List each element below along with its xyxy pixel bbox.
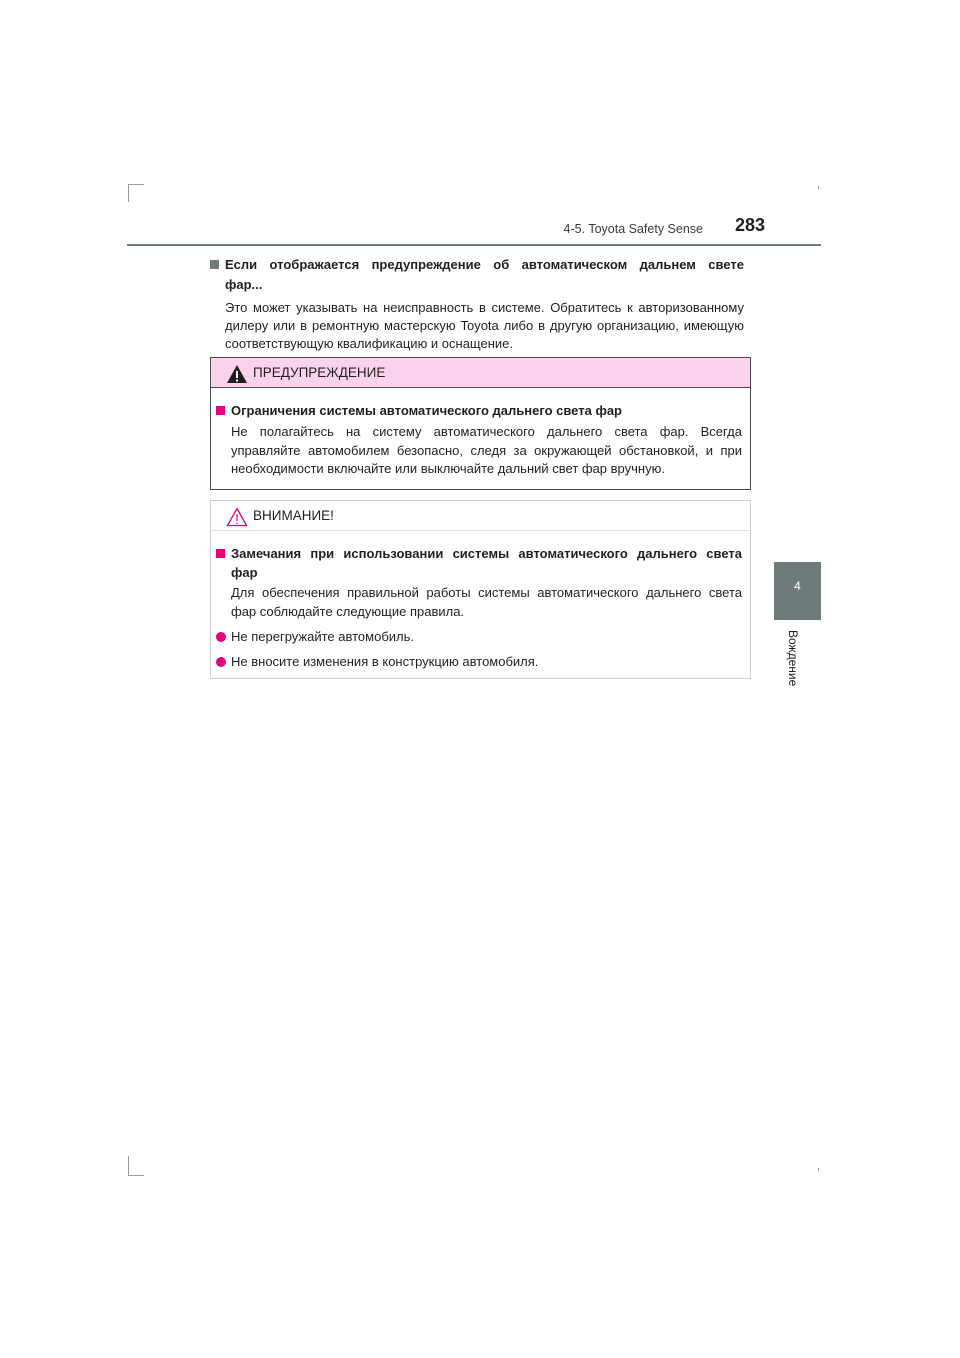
crop-mark [128, 1156, 129, 1176]
caution-box [210, 500, 751, 679]
chapter-tab[interactable] [774, 562, 821, 620]
chapter-number: 4 [794, 579, 801, 593]
warning-box [210, 357, 751, 490]
caution-triangle-icon [226, 507, 248, 527]
warning-box-header [211, 358, 750, 388]
square-bullet-icon [216, 549, 225, 558]
section-heading: Если отображается предупреждение об автоматическом дальнем свете [210, 255, 744, 275]
section-heading-cont: фар... [225, 277, 263, 292]
running-header-section: 4-5. Toyota Safety Sense [563, 222, 703, 236]
warning-triangle-icon [226, 364, 248, 384]
caution-box-body [211, 531, 750, 671]
crop-mark [818, 186, 819, 189]
caution-bullet: Не вносите изменения в конструкцию автомобиля. [216, 653, 742, 671]
caution-box-title: ВНИМАНИЕ! [253, 508, 334, 523]
chapter-label: Вождение [786, 630, 800, 687]
notice-section [210, 255, 744, 353]
crop-mark [818, 1168, 819, 1171]
warning-heading: Ограничения системы автоматического дальнего света фар [216, 401, 742, 421]
crop-mark [128, 184, 129, 202]
square-bullet-icon [210, 260, 219, 269]
square-bullet-icon [216, 406, 225, 415]
header-divider [127, 244, 821, 246]
crop-mark [128, 1175, 144, 1176]
round-bullet-icon [216, 632, 226, 642]
round-bullet-icon [216, 657, 226, 667]
page-number: 283 [735, 215, 766, 235]
crop-mark [128, 184, 144, 185]
warning-box-title: ПРЕДУПРЕЖДЕНИЕ [253, 365, 386, 380]
caution-body: Для обеспечения правильной работы системы автоматического дальнего света фар соблюдайте следующие правила. [231, 585, 742, 619]
caution-bullet: Не перегружайте автомобиль. [216, 628, 742, 646]
section-body: Это может указывать на неисправность в системе. Обратитесь к авторизованному дилеру или в ремонтную мастерскую Toyota либо в другую организацию, имеющую соответствующую квалификацию и оснащение. [225, 300, 744, 351]
warning-body: Не полагайтесь на систему автоматического дальнего света фар. Всегда управляйте автомобилем безопасно, следя за окружающей обстановкой, и при необходимости включайте или выключайте дальний свет фар вручную. [231, 424, 742, 476]
caution-box-header [211, 501, 750, 531]
warning-box-body [211, 388, 750, 479]
caution-heading-cont: фар [231, 565, 258, 580]
caution-heading: Замечания при использовании системы автоматического дальнего света [216, 544, 742, 564]
